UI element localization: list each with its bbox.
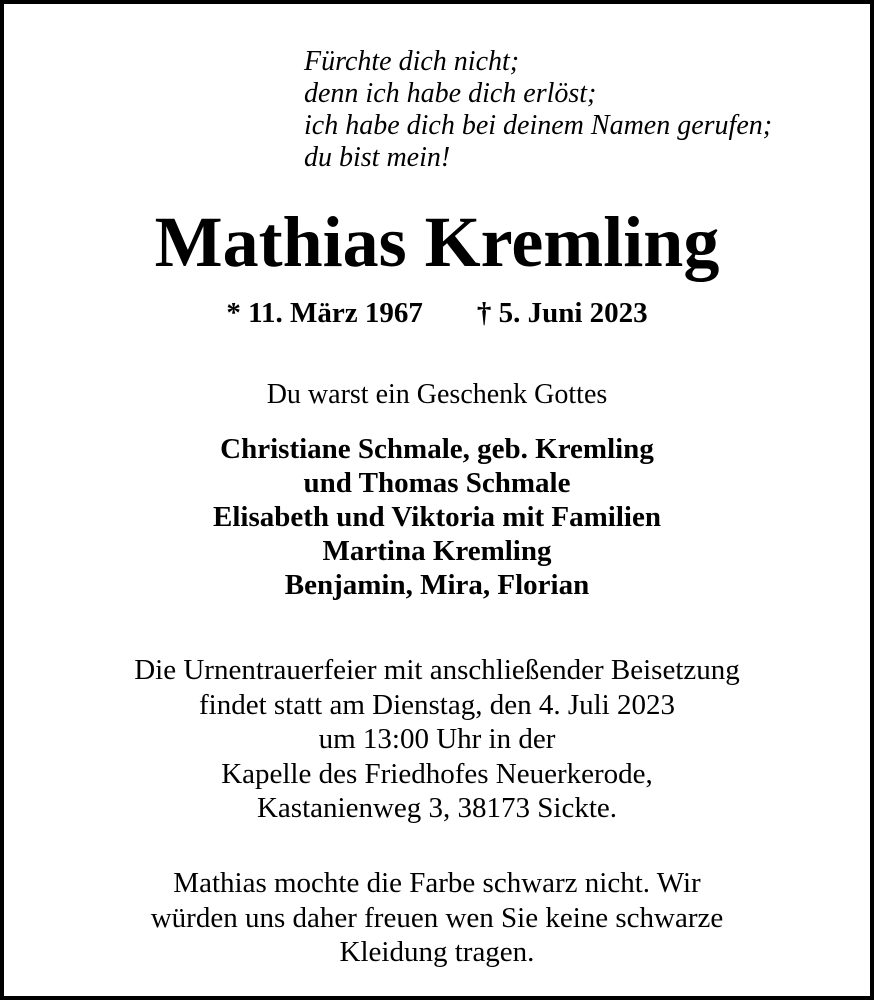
- death-date: † 5. Juni 2023: [476, 297, 648, 329]
- birth-date: * 11. März 1967: [226, 297, 423, 329]
- verse-line: ich habe dich bei deinem Namen gerufen;: [304, 110, 773, 141]
- ceremony-line: Kastanienweg 3, 38173 Sickte.: [256, 792, 617, 824]
- verse-line: denn ich habe dich erlöst;: [304, 78, 597, 109]
- mourners-list: [4, 432, 870, 602]
- mourner-line: Elisabeth und Viktoria mit Familien: [213, 501, 661, 533]
- note-line: Mathias mochte die Farbe schwarz nicht. Wir: [173, 867, 701, 899]
- note-line: würden uns daher freuen wen Sie keine schwarze: [150, 901, 724, 934]
- verse-line: Fürchte dich nicht;: [304, 46, 520, 77]
- deceased-name: Mathias Kremling: [154, 202, 720, 282]
- ceremony-line: findet statt am Dienstag, den 4. Juli 2023: [198, 688, 675, 721]
- ceremony-info: [4, 653, 870, 826]
- ceremony-line: Kapelle des Friedhofes Neuerkerode,: [221, 757, 653, 790]
- tagline: Du warst ein Geschenk Gottes: [266, 379, 608, 410]
- life-dates: [4, 295, 870, 331]
- note-line: Kleidung tragen.: [339, 936, 535, 968]
- verse-line: du bist mein!: [304, 142, 451, 173]
- mourner-line: Martina Kremling: [322, 535, 552, 567]
- ceremony-line: Die Urnentrauerfeier mit anschließender Beisetzung: [134, 654, 740, 686]
- ceremony-line: um 13:00 Uhr in der: [318, 723, 556, 755]
- mourner-line: und Thomas Schmale: [303, 467, 571, 499]
- dress-code-note: [4, 866, 870, 970]
- mourner-line: Benjamin, Mira, Florian: [284, 569, 590, 601]
- mourner-line: Christiane Schmale, geb. Kremling: [220, 433, 654, 465]
- bible-verse: [304, 46, 772, 174]
